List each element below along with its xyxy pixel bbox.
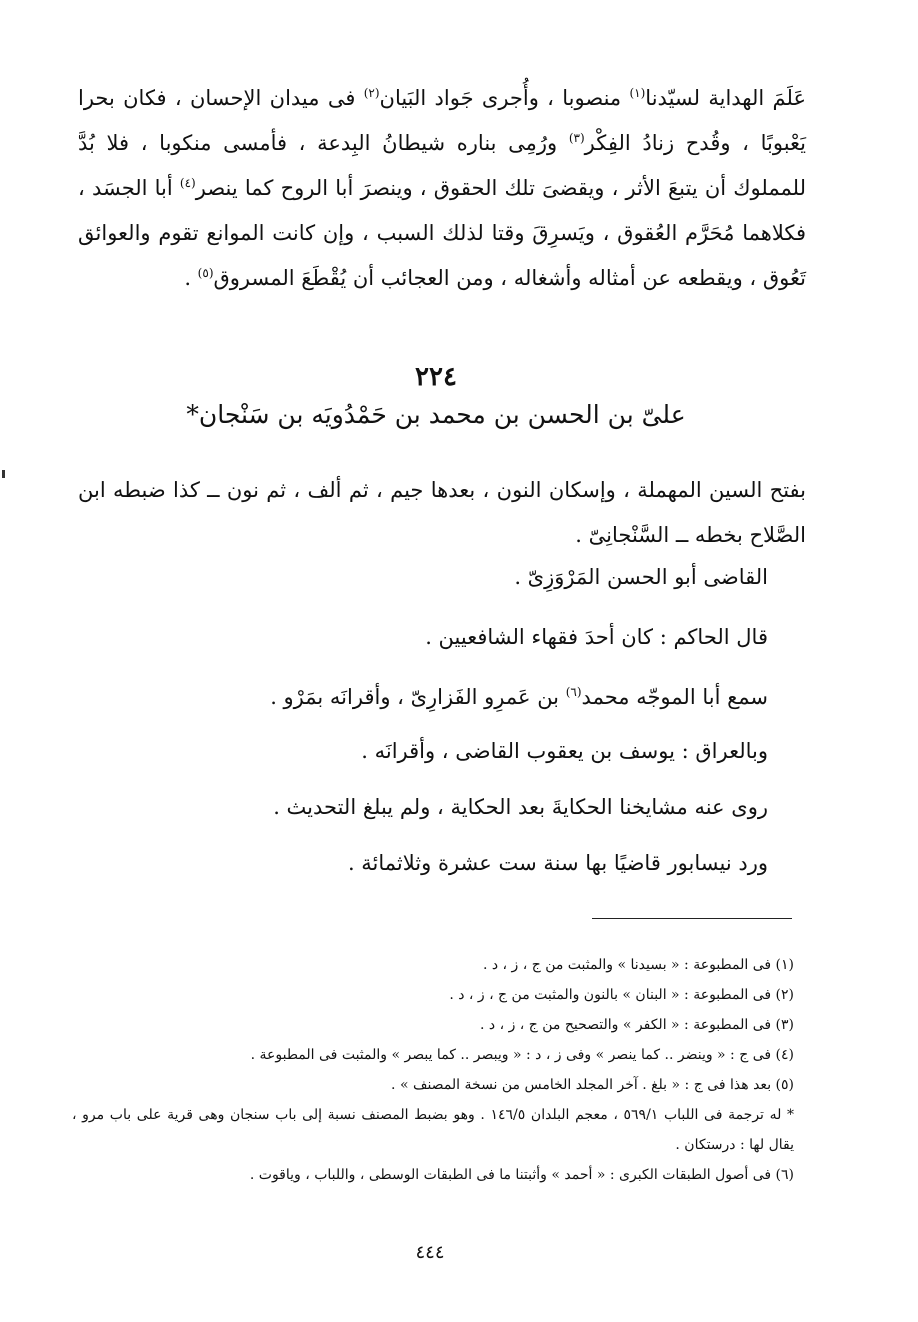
footnote-4: (٤) فى ج : « وينضر .. كما ينصر » وفى ز ، د : « ويبصر .. كما يبصر » والمثبت فى المطبوعة .: [250, 1047, 794, 1063]
entry-heading: علىّ بن الحسن بن محمد بن حَمْدُويَه بن سَنْجان*: [186, 400, 686, 429]
text-line-6: ورد نيسابور قاضيًا بها سنة ست عشرة وثلاثمائة .: [347, 851, 768, 875]
footnote-ref-4: (٤): [179, 176, 196, 190]
entry-number: ٢٢٤: [415, 362, 457, 392]
text-line-2: قال الحاكم : كان أحدَ فقهاء الشافعيين .: [425, 625, 768, 649]
text-line-5: روى عنه مشايخنا الحكايةَ بعد الحكاية ، ولم يبلغ التحديث .: [273, 795, 768, 819]
intro-paragraph: [78, 76, 806, 301]
text-line-4: وبالعراق : يوسف بن يعقوب القاضى ، وأقرانَه .: [361, 739, 768, 763]
text-line-3-a: سمع أبا الموجّه محمد: [581, 685, 768, 709]
intro-text-3: فى ميدان الإحسان ، فكان بحرا يَعْبوبًا ، وقُدح زنادُ الفِكْر: [78, 86, 807, 155]
intro-text-5: أبا الجسَد ، فكلاهما مُحَرَّم العُقوق ، ويَسرِقَ وقتا لذلك السبب ، وإن كانت الموانع تقوم والعوائق تَعُوق ، ويقطعه عن أمثاله وأشغاله ، ومن العجائب أن يُقْطَعَ المسروق: [78, 176, 806, 290]
footnotes: [72, 950, 794, 1190]
footnote-5: (٥) بعد هذا فى ج : « بلغ . آخر المجلد الخامس من نسخة المصنف » .: [391, 1077, 794, 1093]
intro-text-2: منصوبا ، وأُجرى جَواد البَيان: [379, 86, 630, 110]
footnote-2: (٢) فى المطبوعة : « البنان » بالنون والمثبت من ج ، ز ، د .: [449, 987, 794, 1003]
footnote-ref-1: (١): [629, 86, 646, 100]
text-line-3-b: بن عَمرِو الفَزارِىّ ، وأقرانَه بمَرْو .: [270, 685, 566, 709]
footnote-ref-3: (٣): [568, 131, 585, 145]
footnote-1: (١) فى المطبوعة : « بسيدنا » والمثبت من ج ، ز ، د .: [482, 957, 794, 973]
footnote-3: (٣) فى المطبوعة : « الكفر » والتصحيح من ج ، ز ، د .: [480, 1017, 794, 1033]
footnote-6: (٦) فى أصول الطبقات الكبرى : « أحمد » وأثبتنا ما فى الطبقات الوسطى ، واللباب ، وياقوت .: [249, 1167, 794, 1183]
page-number: ٤٤٤: [415, 1242, 445, 1263]
text-line-1: القاضى أبو الحسن المَرْوَزِىّ .: [514, 565, 768, 589]
footnote-ref-6: (٦): [565, 685, 582, 699]
text-line-3: [78, 682, 768, 712]
margin-mark: [2, 470, 5, 478]
intro-text-1: عَلَمَ الهداية لسيّدنا: [645, 86, 806, 110]
footnote-star: * له ترجمة فى اللباب ٥٦٩/١ ، معجم البلدان ١٤٦/٥ . وهو بضبط المصنف نسبة إلى باب سنجان وهى قرية على باب مرو ، يقال لها : درستكان .: [72, 1107, 795, 1153]
footnote-ref-2: (٢): [363, 86, 380, 100]
vocalization-paragraph: بفتح السين المهملة ، وإسكان النون ، بعدها جيم ، ثم ألف ، ثم نون ــ كذا ضبطه ابن الصَّلاح بخطه ــ السَّنْجانِىّ .: [78, 478, 806, 547]
footnote-separator: [592, 918, 792, 919]
intro-text-6: .: [184, 266, 198, 290]
intro-text-4: ورُمِى بناره شيطانُ البِدعة ، فأمسى منكوبا ، فلا بُدَّ للمملوك أن يتبعَ الأثر ، ويقضىَ تلك الحقوق ، وينصرَ أبا الروح كما ينصر: [78, 131, 806, 200]
footnote-ref-5: (٥): [197, 266, 214, 280]
